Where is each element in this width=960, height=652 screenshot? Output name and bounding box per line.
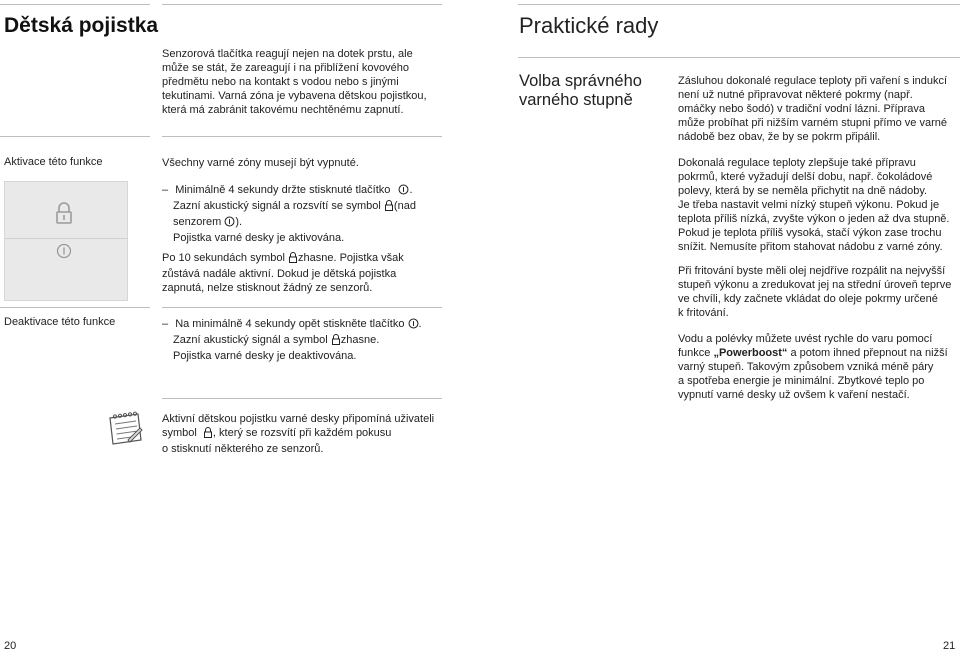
advice-paragraph-2 [678,156,949,254]
activation-step-line [162,215,442,231]
paragraph-line: a spotřeba energie je minimální. Zbytkové teplo po [678,375,925,387]
page-number-right: 21 [943,640,956,652]
section-heading [519,72,642,110]
activation-step-line [162,183,442,199]
paragraph-line: Zásluhou dokonalé regulace teploty při vaření s indukcí [678,75,948,87]
activation-step-text: Minimálně 4 sekundy držte stisknuté tlačítko [175,184,391,196]
activation-step-end: . [409,184,413,196]
paragraph-line: ve chvíli, kdy začnete vkládat do oleje pokrmy určené [678,293,938,305]
activation-step-text: ). [235,216,243,228]
divider-deactivation-body [162,307,442,308]
advice-paragraph-3 [678,264,951,320]
deactivation-steps [162,317,442,363]
paragraph-text-part: a potom ihned přepnout na nižší [787,347,948,359]
activation-after-text: zhasne. Pojistka však [297,252,404,264]
section-heading-line: Volba správného [519,72,642,90]
list-dash: – [162,184,169,196]
paragraph-line: omáčky nebo šodó) v tradiční vodní lázni. Příprava [678,103,926,115]
intro-line: Senzorová tlačítka reagují nejen na dotek prstu, ale [162,48,413,60]
advice-paragraph-4 [678,332,948,402]
deactivation-label: Deaktivace této funkce [4,316,116,328]
advice-paragraph-1 [678,74,947,144]
key-sensor-icon [224,216,235,231]
panel-divider [5,238,127,239]
powerboost-label: „Powerboost“ [713,347,788,359]
lock-icon [55,202,73,229]
page-title-right: Praktické rady [519,13,659,38]
notepad-icon [106,410,144,453]
paragraph-line: teplota příliš nízká, zvyšte výkon o jeden až dva stupně. [678,213,950,225]
deactivation-step-line [162,349,442,363]
paragraph-line: pokrmů, které vyžadují delší dobu, např. čokoládové [678,171,933,183]
paragraph-line: varný stupeň. Takovým způsobem vzniká méně páry [678,361,934,373]
deactivation-step-text: zhasne. [340,334,380,346]
lock-icon [288,252,298,267]
paragraph-line: může probíhat při nižším varném stupni přímo ve varné [678,117,948,129]
lock-icon [203,427,213,442]
intro-line: předmětu nebo na kontakt s vodou nebo s jinými [162,76,399,88]
paragraph-line: k fritování. [678,307,729,319]
activation-step-text: Zazní akustický signál a rozsvítí se symbol [173,200,381,212]
paragraph-line: Pokud je teplota příliš vysoká, stačí výkon zase trochu [678,227,942,239]
activation-prerequisite: Všechny varné zóny musejí být vypnuté. [162,157,359,169]
key-sensor-icon[interactable] [56,243,72,264]
paragraph-line: Je třeba nastavit velmi nízký stupeň výkonu. Pokud je [678,199,940,211]
activation-label: Aktivace této funkce [4,156,103,168]
note-line [162,426,452,442]
page-title-left: Dětská pojistka [4,14,159,37]
deactivation-step-text: Na minimálně 4 sekundy opět stiskněte tlačítko [175,318,405,330]
list-dash: – [162,318,169,330]
top-rule-left-body [162,4,442,5]
paragraph-line: Při fritování byste měli olej nejdříve rozpálit na nejvyšší [678,265,946,277]
intro-line: která má zabránit takovému nechtěnému zapnutí. [162,104,404,116]
lock-icon [384,200,394,215]
activation-steps [162,183,442,245]
note-line: o stisknutí některého ze senzorů. [162,443,324,455]
activation-step-text: Pojistka varné desky je aktivována. [173,232,345,244]
page-number-left: 20 [4,640,17,652]
top-rule-right [518,4,960,5]
activation-step-text: senzorem [173,216,222,228]
deactivation-step-line [162,317,442,333]
paragraph-line: nádobě bez obav, že by se pokrm připálil. [678,131,881,143]
note-text-part: symbol [162,427,197,439]
paragraph-line: Vodu a polévky můžete uvést rychle do varu pomocí [678,333,933,345]
activation-step-line [162,231,442,245]
lock-icon [331,334,341,349]
divider-left-body [162,136,442,137]
note-line: Aktivní dětskou pojistku varné desky připomíná uživateli [162,413,435,425]
paragraph-line [678,346,948,360]
top-rule-left-title [0,4,150,5]
divider-note [162,398,442,399]
deactivation-step-end: . [418,318,422,330]
key-sensor-icon [408,318,419,333]
deactivation-step-text: Pojistka varné desky je deaktivována. [173,350,357,362]
paragraph-line: polevy, která by se neměla přichytit na dně nádoby. [678,185,928,197]
activation-after-line [162,251,442,267]
activation-after-text: Po 10 sekundách symbol [162,252,285,264]
paragraph-text-part: funkce [678,347,714,359]
intro-line: může se stát, že zareagují i na přiblížení kovového [162,62,410,74]
note-text-part: , který se rozsvítí při každém pokusu [212,427,392,439]
section-heading-line: varného stupně [519,91,633,109]
activation-step-text: (nad [393,200,416,212]
divider-deactivation-label [0,307,150,308]
note-text [162,412,452,456]
intro-line: tekutinami. Varná zóna je vybavena dětskou pojistkou, [162,90,427,102]
deactivation-step-line [162,333,442,349]
intro-text [162,47,427,117]
paragraph-line: Dokonalá regulace teploty zlepšuje také přípravu [678,157,916,169]
paragraph-line: snížit. Nemusíte přitom stahovat nádobu z varné zóny. [678,241,943,253]
paragraph-line: vypnutí varné desky už ovšem k vaření nestačí. [678,389,910,401]
activation-after-line: zapnutá, nelze stisknout žádný ze senzorů. [162,282,373,294]
divider-left-title [0,136,150,137]
divider-right-heading [518,57,960,58]
paragraph-line: stupeň výkonu a zredukovat jej na střední úroveň teprve [678,279,952,291]
activation-step-line [162,199,442,215]
deactivation-step-text: Zazní akustický signál a symbol [173,334,328,346]
key-sensor-icon [398,184,409,199]
paragraph-line: není už nutné připravovat některé pokrmy (např. [678,89,913,101]
activation-after [162,251,442,295]
activation-after-line: zůstává nadále aktivní. Dokud je dětská pojistka [162,268,397,280]
control-panel-illustration [4,181,128,301]
